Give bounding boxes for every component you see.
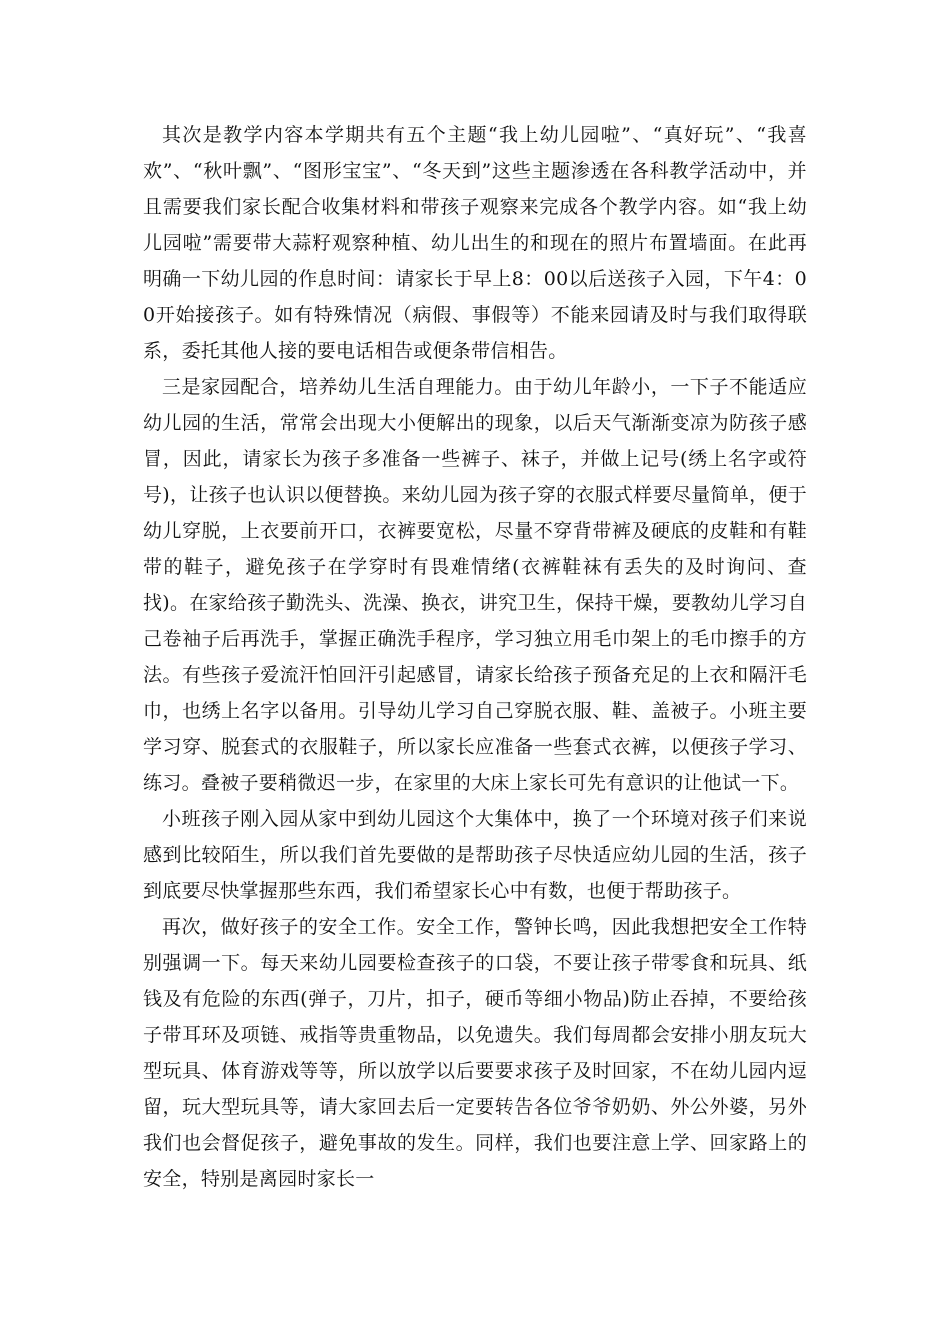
- paragraph-teaching-content: 其次是教学内容本学期共有五个主题“我上幼儿园啦”、“真好玩”、“我喜欢”、“秋叶飘”、“图形宝宝”、“冬天到”这些主题渗透在各科教学活动中，并且需要我们家长配合收集材料和带孩子观察来完成各个教学内容。如“我上幼儿园啦”需要带大蒜籽观察种植、幼儿出生的和现在的照片布置墙面。在此再明确一下幼儿园的作息时间：请家长于早上8：00以后送孩子入园，下午4：00开始接孩子。如有特殊情况（病假、事假等）不能来园请及时与我们取得联系，委托其他人接的要电话相告或便条带信相告。: [143, 124, 807, 362]
- paragraph-safety: 再次，做好孩子的安全工作。安全工作，警钟长鸣，因此我想把安全工作特别强调一下。每天来幼儿园要检查孩子的口袋，不要让孩子带零食和玩具、纸钱及有危险的东西(弹子，刀片，扣子，硬币等细小物品)防止吞掉，不要给孩子带耳环及项链、戒指等贵重物品，以免遗失。我们每周都会安排小朋友玩大型玩具、体育游戏等等，所以放学以后要要求孩子及时回家，不在幼儿园内逗留，玩大型玩具等，请大家回去后一定要转告各位爷爷奶奶、外公外婆，另外我们也会督促孩子，避免事故的发生。同样，我们也要注意上学、回家路上的安全，特别是离园时家长一: [143, 916, 807, 1190]
- paragraph-adaptation: 小班孩子刚入园从家中到幼儿园这个大集体中，换了一个环境对孩子们来说感到比较陌生，所以我们首先要做的是帮助孩子尽快适应幼儿园的生活，孩子到底要尽快掌握那些东西，我们希望家长心中有数，也便于帮助孩子。: [143, 808, 807, 902]
- paragraph-self-care: 三是家园配合，培养幼儿生活自理能力。由于幼儿年龄小，一下子不能适应幼儿园的生活，常常会出现大小便解出的现象，以后天气渐渐变凉为防孩子感冒，因此，请家长为孩子多准备一些裤子、袜子，并做上记号(绣上名字或符号)，让孩子也认识以便替换。来幼儿园为孩子穿的衣服式样要尽量简单，便于幼儿穿脱，上衣要前开口，衣裤要宽松，尽量不穿背带裤及硬底的皮鞋和有鞋带的鞋子，避免孩子在学穿时有畏难情绪(衣裤鞋袜有丢失的及时询问、查找)。在家给孩子勤洗头、洗澡、换衣，讲究卫生，保持干燥，要教幼儿学习自己卷袖子后再洗手，掌握正确洗手程序，学习独立用毛巾架上的毛巾擦手的方法。有些孩子爱流汗怕回汗引起感冒，请家长给孩子预备充足的上衣和隔汗毛巾，也绣上名字以备用。引导幼儿学习自己穿脱衣服、鞋、盖被子。小班主要学习穿、脱套式的衣服鞋子，所以家长应准备一些套式衣裤，以便孩子学习、练习。叠被子要稍微迟一步，在家里的大床上家长可先有意识的让他试一下。: [143, 376, 807, 794]
- document-body: [143, 117, 807, 1197]
